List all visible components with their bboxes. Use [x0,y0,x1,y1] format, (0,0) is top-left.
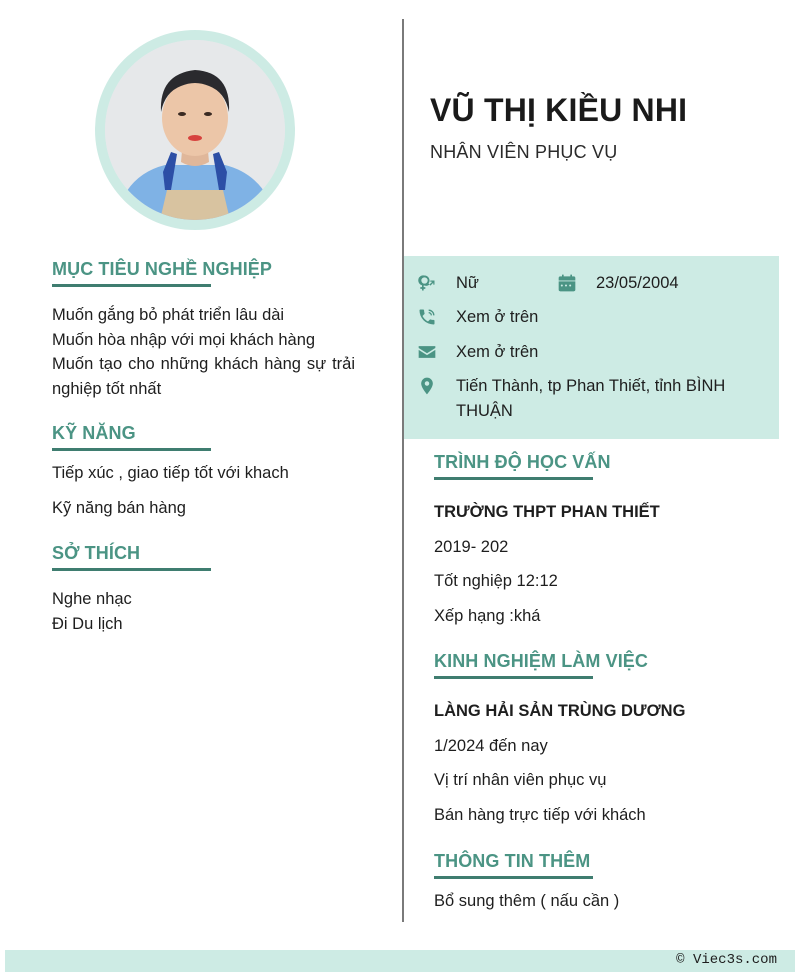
section-title-education: TRÌNH ĐỘ HỌC VẤN [434,452,611,472]
avatar [105,40,285,220]
objective-line: Muốn tạo cho những khách hàng sự trải nghiệp tốt nhất [52,355,355,398]
info-dob [556,271,679,296]
profile-photo [105,40,285,220]
section-title-experience: KINH NGHIỆM LÀM VIỆC [434,651,649,671]
additional-text: Bổ sung thêm ( nấu cần ) [434,892,620,910]
section-underline [434,477,593,480]
education-period: 2019- 202 [434,537,509,556]
company-name: LÀNG HẢI SẢN TRÙNG DƯƠNG [434,702,686,720]
info-phone [416,305,538,330]
candidate-name: VŨ THỊ KIỀU NHI [430,92,688,128]
education-detail: Tốt nghiệp 12:12 [434,572,558,590]
additional-info-section [434,850,774,914]
info-address [416,374,766,423]
experience-period: 1/2024 đến nay [434,736,548,755]
hobby-item: Nghe nhạc [52,590,132,608]
calendar-icon [556,272,578,294]
skills-section [52,422,355,520]
avatar-ring [95,30,295,230]
job-title: NHÂN VIÊN PHỤC VỤ [430,142,618,162]
section-title-skills: KỸ NĂNG [52,423,136,443]
gender-value: Nữ [456,274,479,292]
section-title-additional: THÔNG TIN THÊM [434,851,591,871]
address-value: Tiến Thành, tp Phan Thiết, tỉnh BÌNH THUẬN [456,377,726,420]
footer-credit: © Viec3s.com [676,952,777,968]
school-name: TRƯỜNG THPT PHAN THIẾT [434,503,660,521]
experience-section [434,650,774,827]
email-icon [416,341,438,363]
skill-item: Tiếp xúc , giao tiếp tốt với khach [52,464,289,482]
section-underline [52,448,211,451]
experience-detail: Vị trí nhân viên phục vụ [434,771,607,789]
section-title-hobbies: SỞ THÍCH [52,543,141,563]
section-underline [434,876,593,879]
phone-value: Xem ở trên [456,308,539,326]
education-section [434,451,774,628]
gender-icon [416,272,438,294]
objective-text [52,303,355,401]
personal-info-panel [404,256,779,439]
location-pin-icon [416,375,438,397]
hobby-item: Đi Du lịch [52,614,123,633]
email-value: Xem ở trên [456,343,539,361]
education-detail: Xếp hạng :khá [434,606,541,625]
section-underline [52,284,211,287]
career-objective-section [52,258,355,401]
info-gender [416,271,479,296]
column-divider [402,19,404,922]
footer-bar [5,950,795,972]
section-underline [434,676,593,679]
objective-line: Muốn gắng bỏ phát triển lâu dài [52,306,285,324]
phone-icon [416,306,438,328]
hobbies-section [52,542,355,636]
info-email [416,340,538,365]
skill-item: Kỹ năng bán hàng [52,498,186,517]
section-title-objective: MỤC TIÊU NGHỀ NGHIỆP [52,259,273,279]
hobbies-list [52,587,355,636]
dob-value: 23/05/2004 [596,274,679,292]
objective-line: Muốn hòa nhập với mọi khách hàng [52,330,316,349]
section-underline [52,568,211,571]
experience-detail: Bán hàng trực tiếp với khách [434,805,646,824]
